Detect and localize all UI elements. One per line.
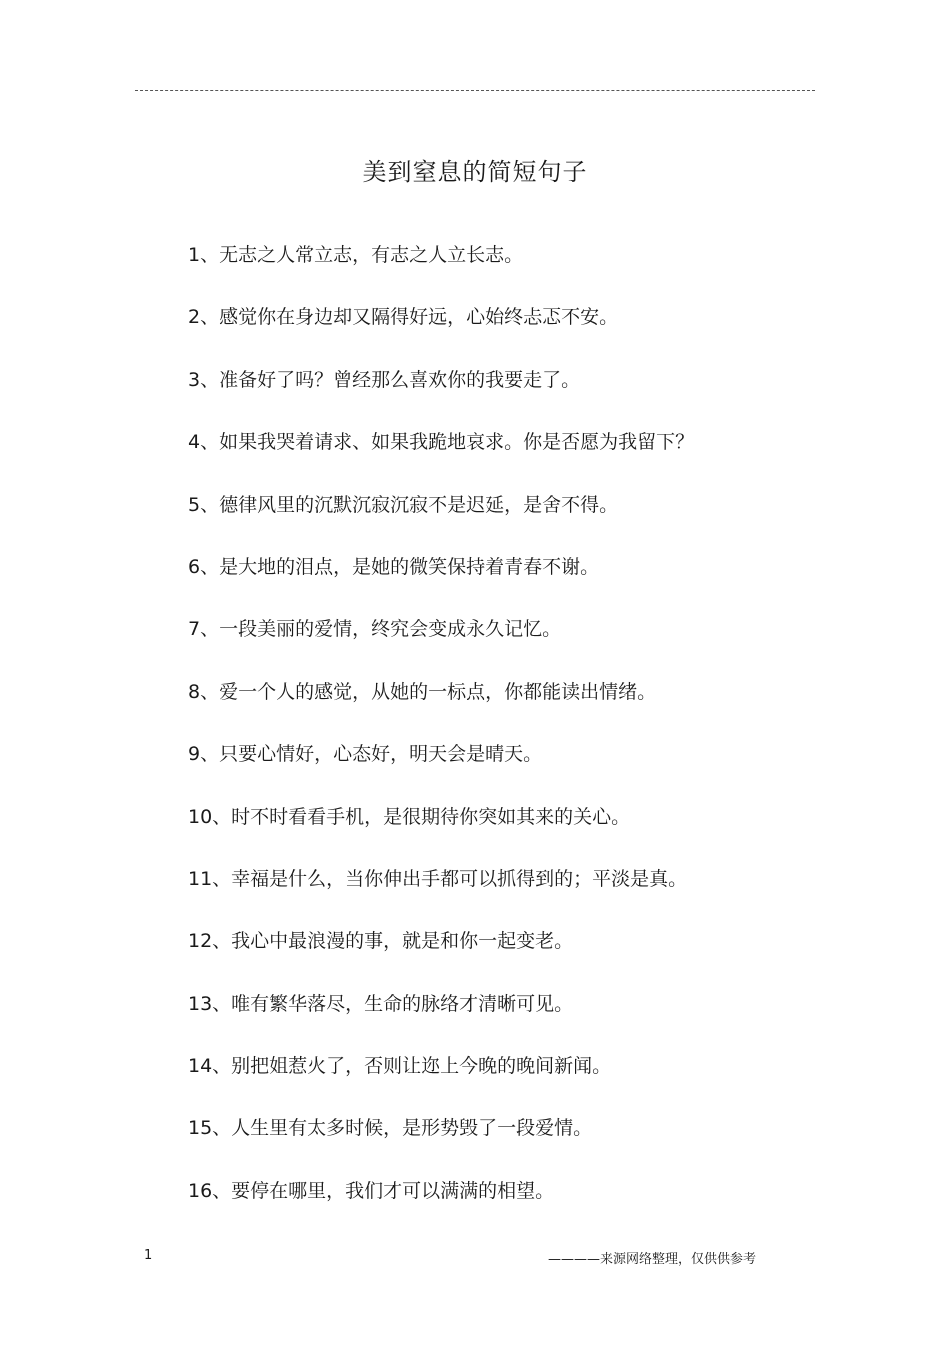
list-item: 11、幸福是什么，当你伸出手都可以抓得到的；平淡是真。 bbox=[188, 867, 688, 890]
list-item: 4、如果我哭着请求、如果我跪地哀求。你是否愿为我留下？ bbox=[188, 431, 695, 454]
list-item: 14、别把姐惹火了，否则让迩上今晚的晚间新闻。 bbox=[188, 1055, 612, 1078]
list-item: 1、无志之人常立志，有志之人立长志。 bbox=[188, 244, 524, 266]
list-item: 6、是大地的泪点，是她的微笑保持着青春不谢。 bbox=[188, 555, 600, 578]
list-item: 12、我心中最浪漫的事，就是和你一起变老。 bbox=[188, 930, 574, 953]
page-title: 美到窒息的简短句子 bbox=[362, 158, 588, 186]
list-item: 8、爱一个人的感觉，从她的一标点，你都能读出情绪。 bbox=[188, 680, 657, 703]
footer-source-note: ————来源网络整理，仅供供参考 bbox=[548, 1252, 757, 1267]
list-item: 2、感觉你在身边却又隔得好远，心始终忐忑不安。 bbox=[188, 306, 619, 329]
list-item: 9、只要心情好，心态好，明天会是晴天。 bbox=[188, 743, 543, 766]
list-item: 16、要停在哪里，我们才可以满满的相望。 bbox=[188, 1179, 555, 1202]
sentence-list bbox=[188, 240, 828, 1238]
list-item: 3、准备好了吗？曾经那么喜欢你的我要走了。 bbox=[188, 368, 581, 391]
list-item: 15、人生里有太多时候，是形势毁了一段爱情。 bbox=[188, 1117, 593, 1140]
list-item: 5、德律风里的沉默沉寂沉寂不是迟延，是舍不得。 bbox=[188, 493, 619, 516]
list-item: 13、唯有繁华落尽，生命的脉络才清晰可见。 bbox=[188, 992, 574, 1015]
header-dashed-rule bbox=[135, 90, 815, 91]
page-number: 1 bbox=[144, 1248, 153, 1263]
list-item: 7、一段美丽的爱情，终究会变成永久记忆。 bbox=[188, 618, 562, 641]
list-item: 10、时不时看看手机，是很期待你突如其来的关心。 bbox=[188, 805, 631, 828]
